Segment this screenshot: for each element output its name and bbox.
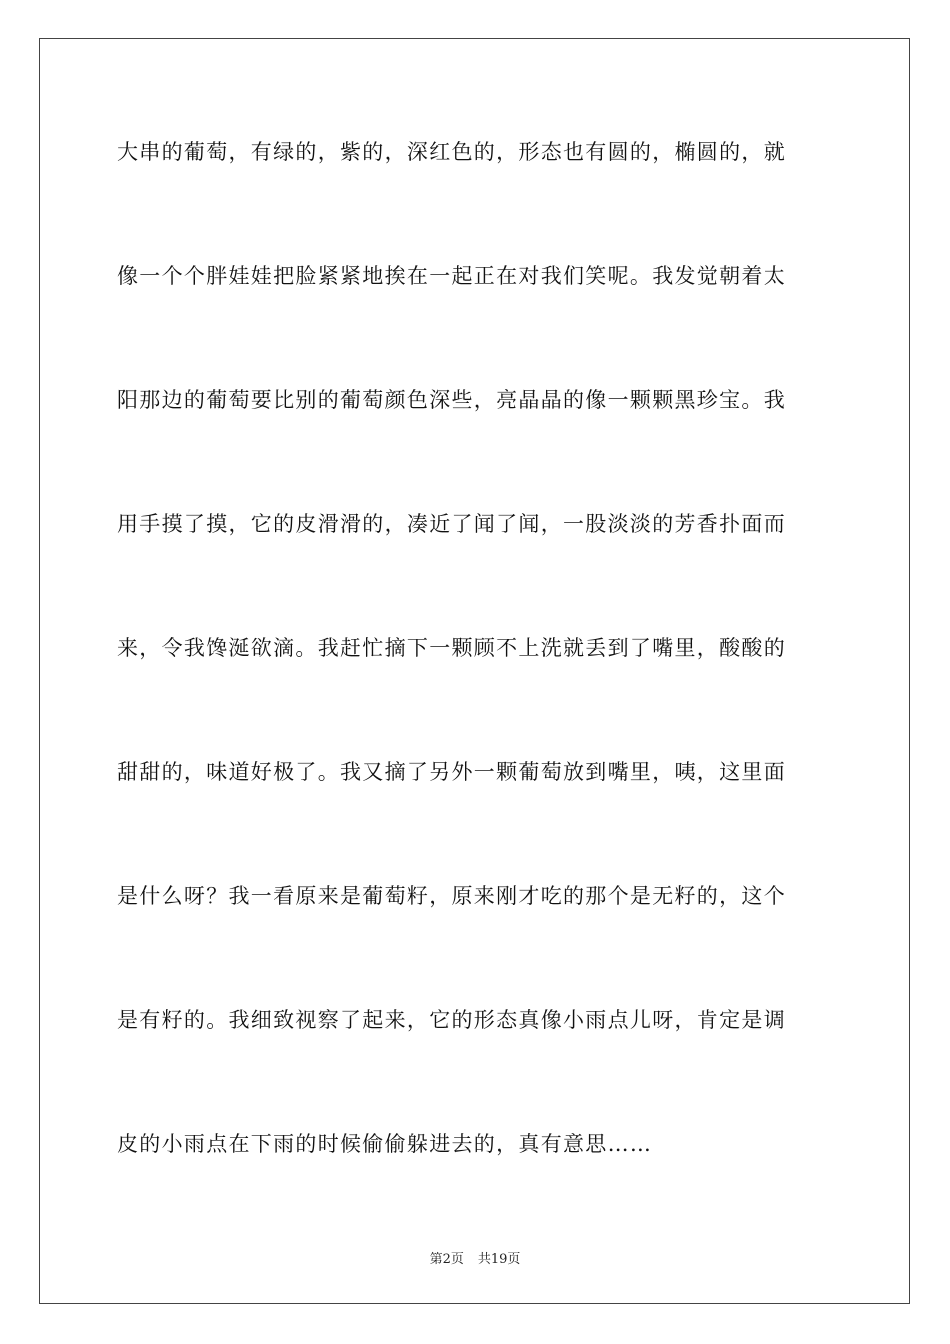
page-number: 第2页 (429, 1252, 464, 1267)
document-body (117, 126, 833, 1242)
text-line: 像一个个胖娃娃把脸紧紧地挨在一起正在对我们笑呢。我发觉朝着太 (117, 264, 786, 288)
total-pages: 共19页 (477, 1252, 521, 1267)
text-line: 大串的葡萄，有绿的，紫的，深红色的，形态也有圆的，椭圆的，就 (117, 140, 786, 164)
text-line: 是有籽的。我细致视察了起来，它的形态真像小雨点儿呀，肯定是调 (117, 1008, 786, 1032)
text-line: 用手摸了摸，它的皮滑滑的，凑近了闻了闻，一股淡淡的芳香扑面而 (117, 512, 786, 536)
text-line: 是什么呀？我一看原来是葡萄籽，原来刚才吃的那个是无籽的，这个 (117, 884, 786, 908)
text-line: 甜甜的，味道好极了。我又摘了另外一颗葡萄放到嘴里，咦，这里面 (117, 760, 786, 784)
page-footer (0, 1248, 950, 1267)
text-line: 来，令我馋涎欲滴。我赶忙摘下一颗顾不上洗就丢到了嘴里，酸酸的 (117, 636, 786, 660)
text-line: 皮的小雨点在下雨的时候偷偷躲进去的，真有意思…… (117, 1132, 653, 1156)
text-line: 阳那边的葡萄要比别的葡萄颜色深些，亮晶晶的像一颗颗黑珍宝。我 (117, 388, 786, 412)
